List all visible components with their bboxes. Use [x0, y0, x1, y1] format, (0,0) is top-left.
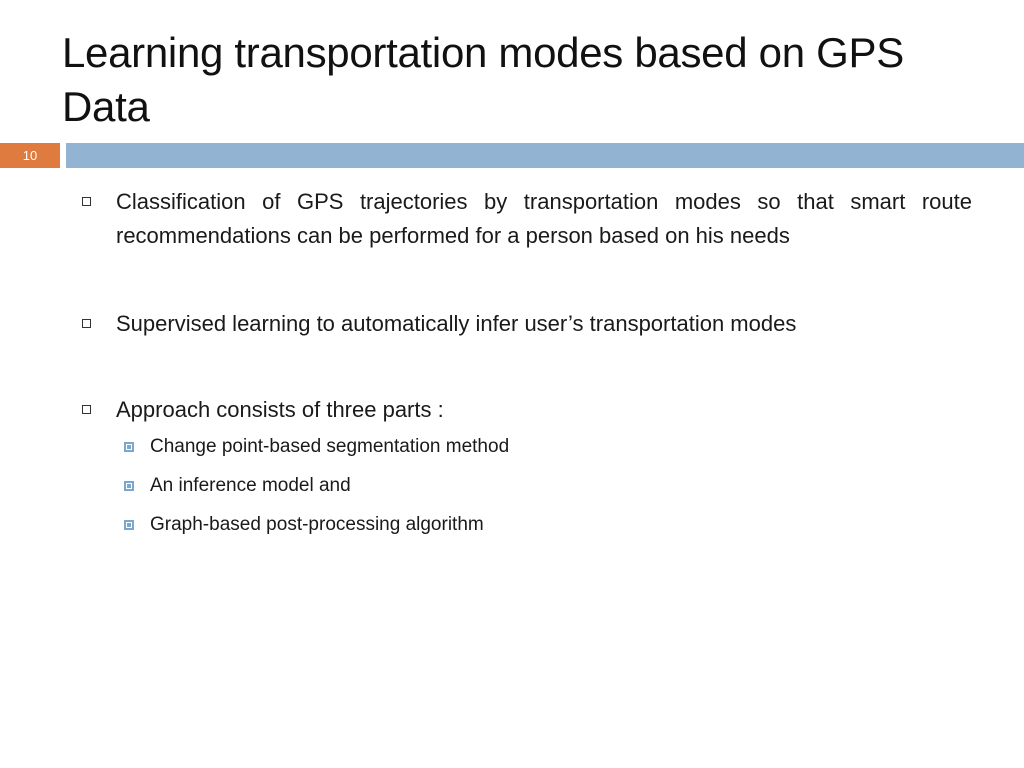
spacer	[80, 253, 972, 307]
hollow-square-bullet-icon	[82, 197, 91, 206]
slide-number: 10	[22, 148, 38, 163]
filled-square-bullet-icon	[124, 442, 134, 452]
sub-bullet-list	[80, 433, 972, 539]
slide-title: Learning transportation modes based on GPS Data	[62, 29, 904, 130]
sub-bullet-item	[80, 511, 972, 539]
bullet-item	[80, 307, 972, 341]
sub-bullet-text: An inference model and	[150, 475, 351, 496]
filled-square-bullet-icon	[124, 481, 134, 491]
sub-bullet-text: Change point-based segmentation method	[150, 436, 510, 457]
sub-bullet-text: Graph-based post-processing algorithm	[150, 514, 484, 535]
bullet-text: Approach consists of three parts :	[116, 397, 444, 422]
sub-bullet-item	[80, 433, 972, 461]
hollow-square-bullet-icon	[82, 319, 91, 328]
bullet-item	[80, 185, 972, 253]
hollow-square-bullet-icon	[82, 405, 91, 414]
sub-bullet-item	[80, 472, 972, 500]
title-rule-bar	[66, 143, 1024, 168]
bullet-item	[80, 393, 972, 427]
filled-square-bullet-icon	[124, 520, 134, 530]
bullet-text: Supervised learning to automatically infer user’s transportation modes	[116, 311, 797, 336]
spacer	[80, 341, 972, 393]
bullet-text: Classification of GPS trajectories by transportation modes so that smart route recommendations can be performed for a person based on his needs	[116, 189, 972, 248]
slide-content	[80, 185, 972, 550]
